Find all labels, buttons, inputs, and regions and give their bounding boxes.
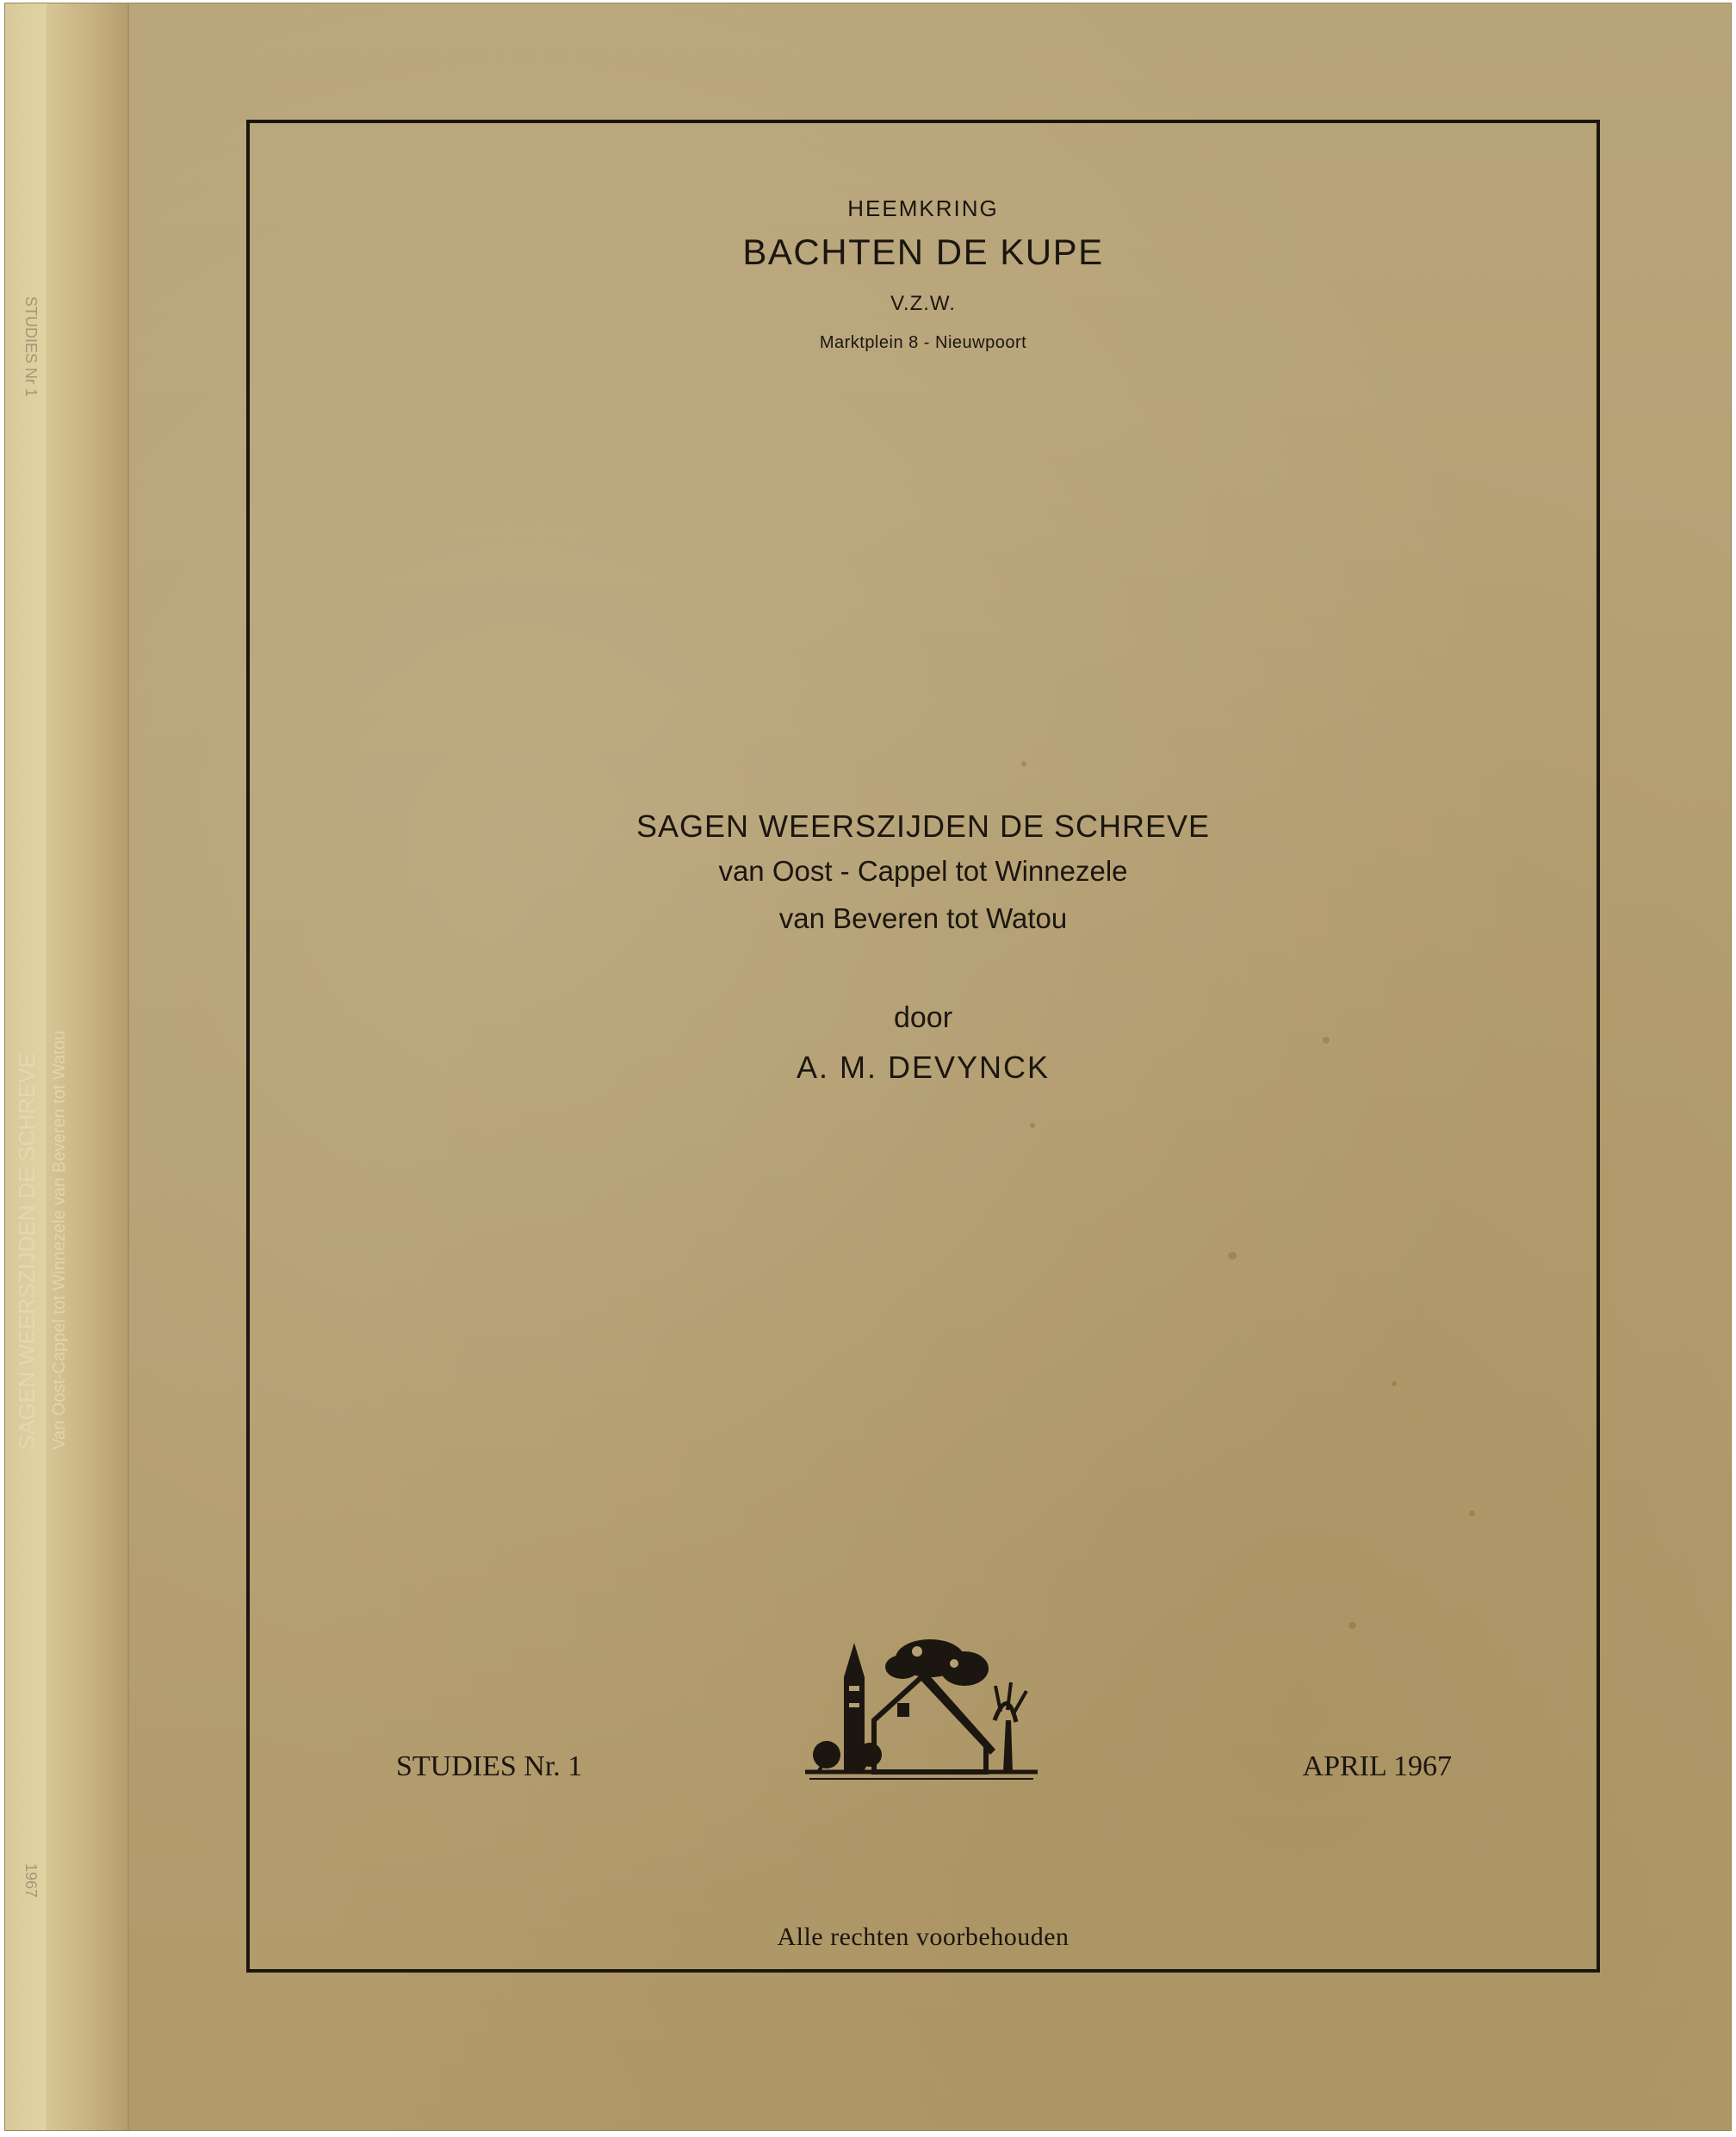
series-number: STUDIES Nr. 1 xyxy=(396,1750,583,1782)
by-label: door xyxy=(893,1001,953,1034)
publisher-heading: HEEMKRING xyxy=(847,195,999,221)
book-cover xyxy=(5,3,1731,2130)
book-title: SAGEN WEERSZIJDEN DE SCHREVE xyxy=(636,808,1211,844)
book-subtitle-line-1: van Oost - Cappel tot Winnezele xyxy=(718,855,1128,887)
spine-title xyxy=(10,847,114,1450)
cover-frame xyxy=(246,120,1600,1973)
spine-subtitle-line: Van Oost-Cappel tot Winnezele van Beveren tot Watou xyxy=(50,1031,69,1450)
publisher-name: BACHTEN DE KUPE xyxy=(742,232,1104,272)
book-subtitle-line-2: van Beveren tot Watou xyxy=(778,902,1068,934)
village-church-tree-emblem-icon xyxy=(801,1626,1042,1789)
spine-year: 1967 xyxy=(22,1863,40,1899)
rights-notice: Alle rechten voorbehouden xyxy=(777,1923,1070,1951)
publication-date: APRIL 1967 xyxy=(1302,1750,1452,1782)
spine-title-line: SAGEN WEERSZIJDEN DE SCHREVE xyxy=(14,1053,40,1450)
author-name: A. M. DEVYNCK xyxy=(796,1050,1051,1085)
publisher-address: Marktplein 8 - Nieuwpoort xyxy=(819,333,1027,352)
spine-series-label: STUDIES Nr 1 xyxy=(22,296,40,398)
book-spine xyxy=(5,3,129,2130)
publisher-legal-form: V.Z.W. xyxy=(890,292,956,315)
